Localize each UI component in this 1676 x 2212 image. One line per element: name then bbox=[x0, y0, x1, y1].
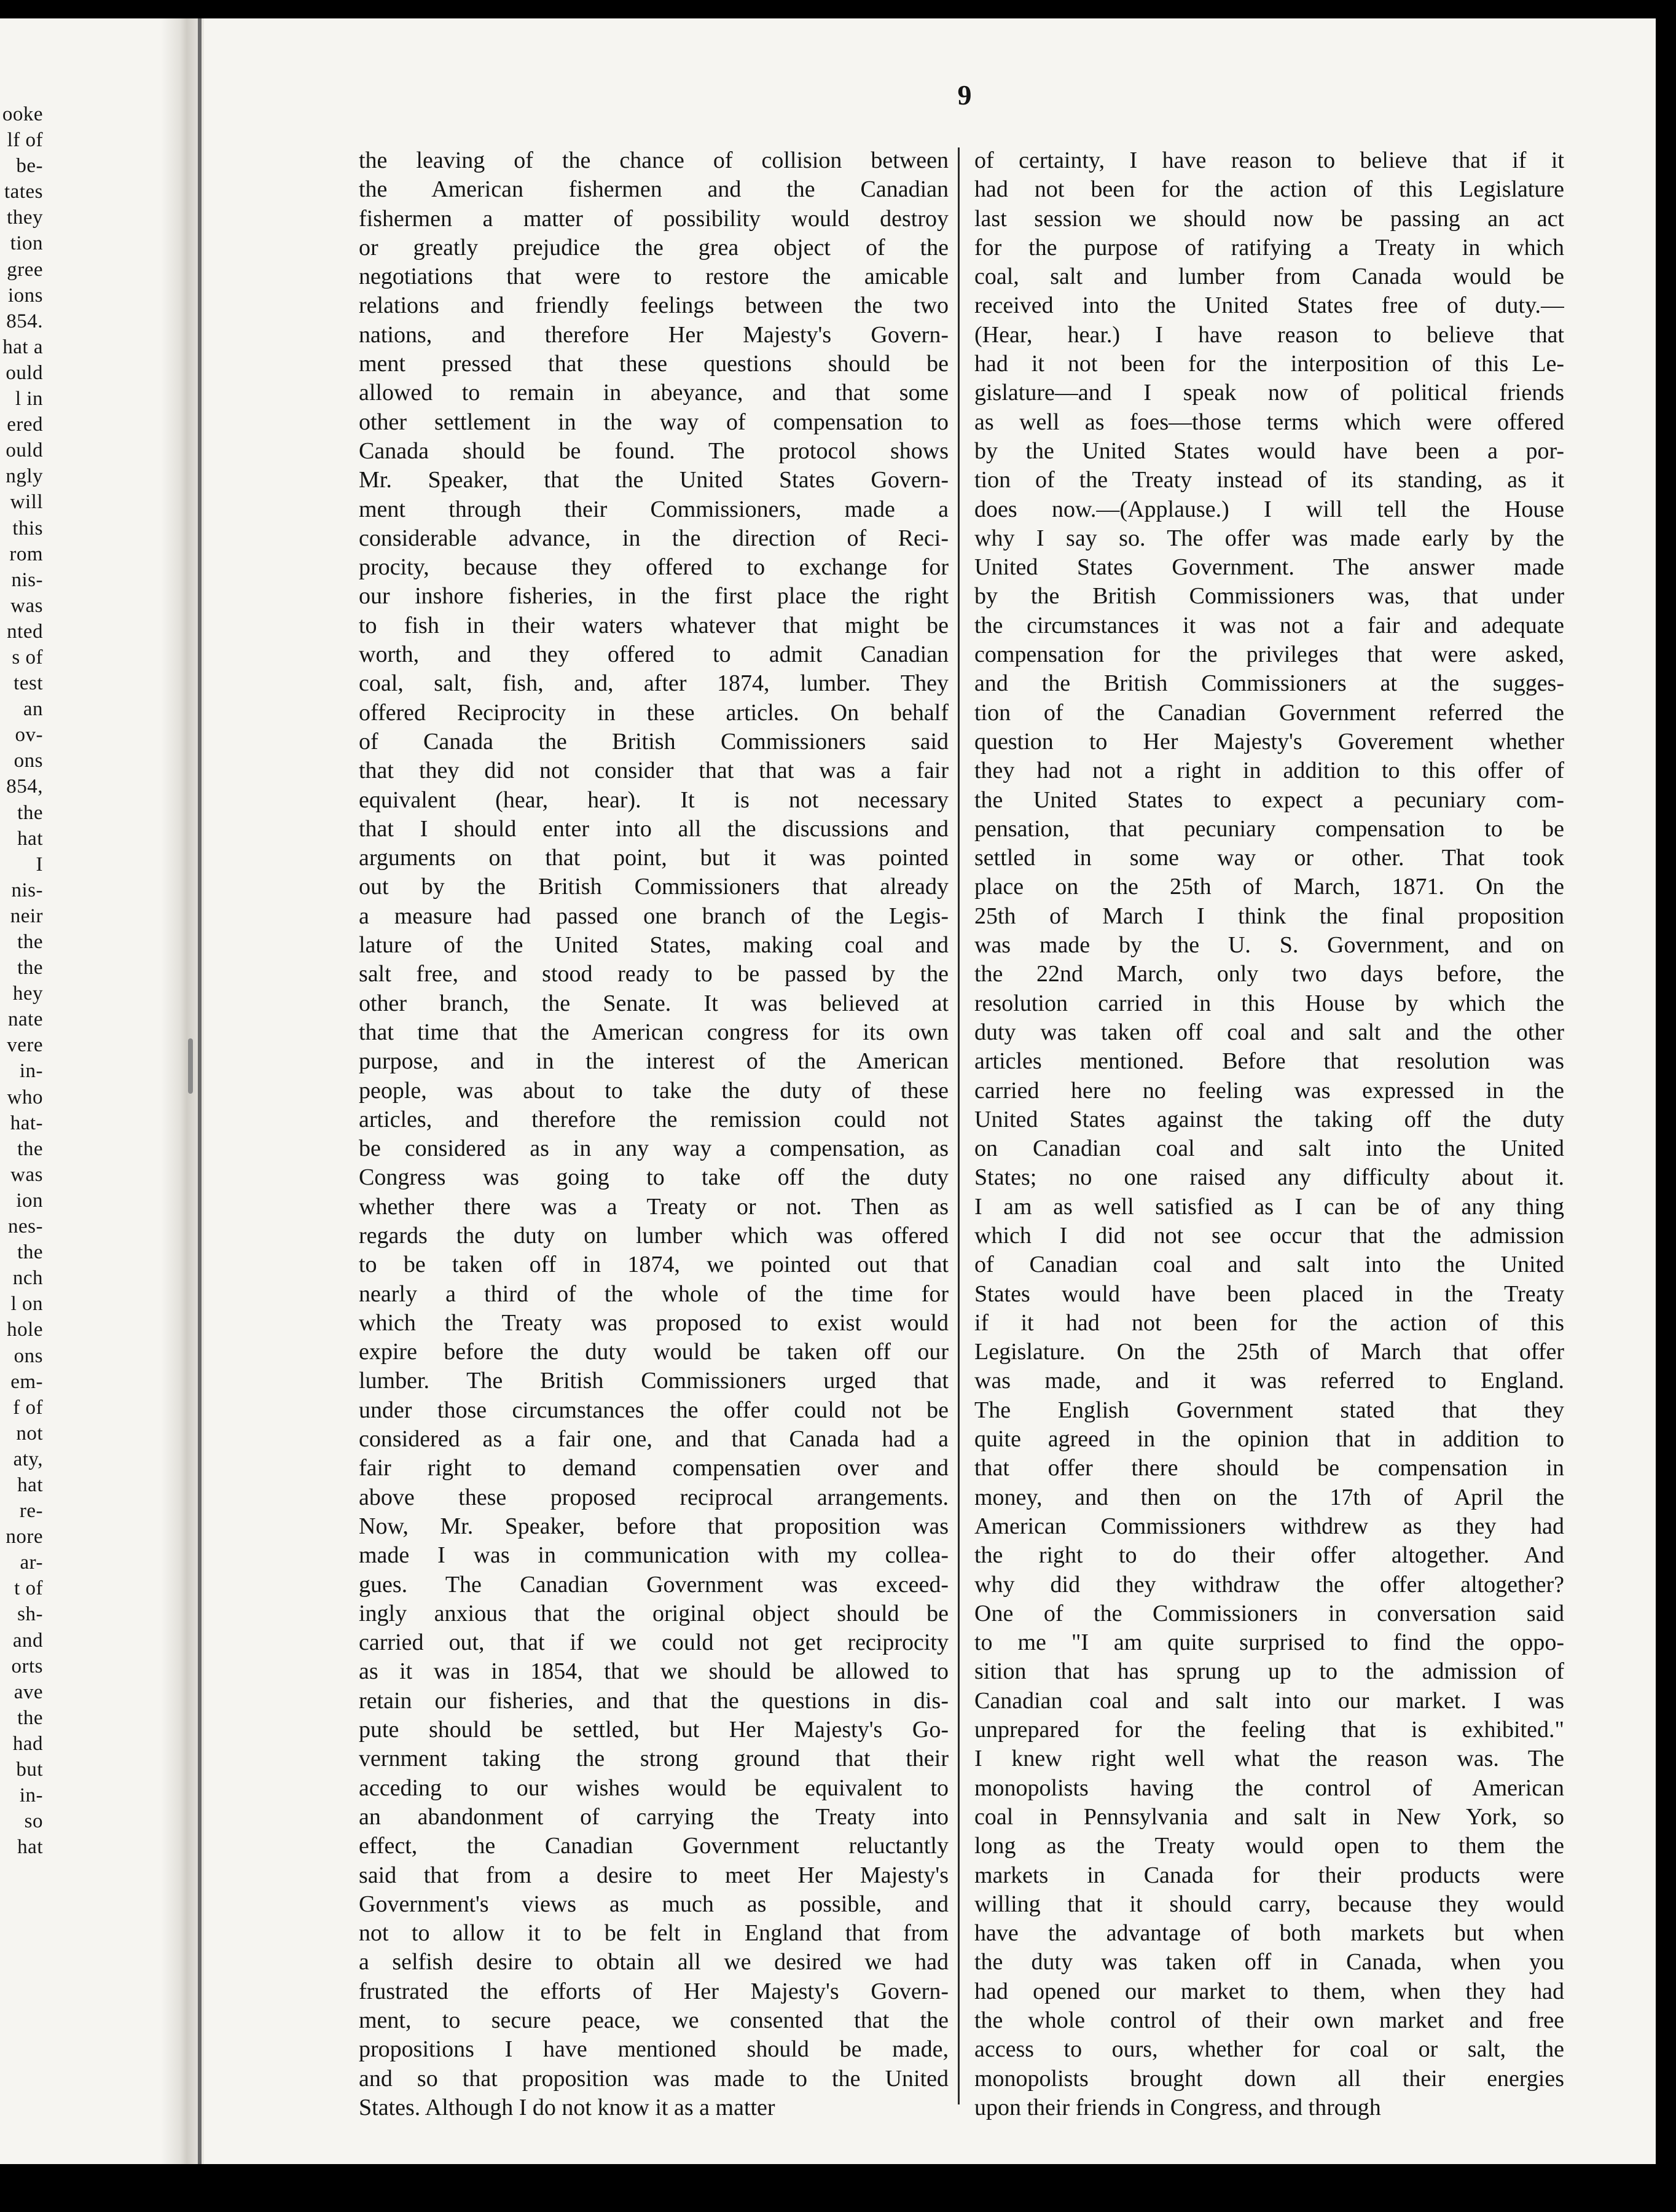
text-line: lature of the United States, making coal and bbox=[359, 932, 949, 959]
text-line: gislature—and I speak now of political friends bbox=[974, 380, 1564, 406]
scan-mark bbox=[188, 1038, 193, 1094]
text-line: not to allow it to be felt in England that from bbox=[359, 1920, 949, 1947]
text-line: resolution carried in this House by which the bbox=[974, 990, 1564, 1016]
text-line: I knew right well what the reason was. The bbox=[974, 1746, 1564, 1772]
text-line: United States against the taking off the duty bbox=[974, 1106, 1564, 1132]
edge-text-fragment: 854. bbox=[6, 310, 43, 332]
edge-text-fragment: aty, bbox=[13, 1448, 43, 1470]
edge-text-fragment: who bbox=[7, 1086, 43, 1108]
edge-text-fragment: in- bbox=[19, 1060, 43, 1083]
edge-text-fragment: hat bbox=[17, 1473, 43, 1496]
text-line: Government's views as much as possible, and bbox=[359, 1891, 949, 1917]
text-line: acceding to our wishes would be equivalent to bbox=[359, 1775, 949, 1801]
text-line: the United States to expect a pecuniary com- bbox=[974, 786, 1564, 813]
gutter-line bbox=[198, 12, 202, 2169]
edge-text-fragment: lf of bbox=[7, 129, 43, 152]
text-line: which I did not see occur that the admission bbox=[974, 1222, 1564, 1249]
edge-text-fragment: test bbox=[14, 672, 43, 695]
edge-text-fragment: sh- bbox=[17, 1603, 43, 1626]
text-line: ment, to secure peace, we consented that the bbox=[359, 2007, 949, 2033]
text-line: which the Treaty was proposed to exist would bbox=[359, 1309, 949, 1336]
text-line: pute should be settled, but Her Majesty's Go- bbox=[359, 1717, 949, 1743]
text-line: ingly anxious that the original object should be bbox=[359, 1600, 949, 1626]
text-line: last session we should now be passing an act bbox=[974, 205, 1564, 232]
text-line: of certainty, I have reason to believe that if it bbox=[974, 147, 1564, 173]
edge-text-fragment: 854, bbox=[6, 775, 43, 798]
text-line: United States Government. The answer made bbox=[974, 554, 1564, 581]
text-line: whether there was a Treaty or not. Then as bbox=[359, 1193, 949, 1220]
edge-text-fragment: not bbox=[16, 1422, 43, 1445]
text-line: that offer there should be compensation in bbox=[974, 1455, 1564, 1481]
text-line: The English Government stated that they bbox=[974, 1397, 1564, 1423]
edge-text-fragment: nted bbox=[7, 620, 43, 643]
text-line: money, and then on the 17th of April the bbox=[974, 1484, 1564, 1510]
text-line: States. Although I do not know it as a matter bbox=[359, 2094, 775, 2120]
text-line: States would have been placed in the Treaty bbox=[974, 1281, 1564, 1307]
edge-text-fragment: the bbox=[17, 931, 43, 953]
edge-text-fragment: and bbox=[12, 1629, 43, 1652]
previous-page-edge-text bbox=[0, 101, 47, 2098]
edge-text-fragment: nis- bbox=[11, 568, 43, 591]
column-divider bbox=[958, 147, 960, 2104]
text-line: considerable advance, in the direction of Reci- bbox=[359, 525, 949, 551]
text-line: ment pressed that these questions should be bbox=[359, 351, 949, 377]
text-line: of Canadian coal and salt into the United bbox=[974, 1252, 1564, 1278]
edge-text-fragment: tates bbox=[4, 181, 43, 203]
edge-text-fragment: tion bbox=[10, 232, 43, 255]
edge-text-fragment: so bbox=[24, 1810, 43, 1833]
text-line: coal, salt and lumber from Canada would be bbox=[974, 264, 1564, 290]
edge-text-fragment: hat bbox=[17, 827, 43, 850]
text-line: other branch, the Senate. It was believed at bbox=[359, 990, 949, 1016]
edge-text-fragment: the bbox=[17, 1137, 43, 1160]
text-line: compensation for the privileges that were asked, bbox=[974, 641, 1564, 668]
edge-text-fragment: nes- bbox=[8, 1215, 43, 1238]
text-line: articles, and therefore the remission could not bbox=[359, 1106, 949, 1132]
text-line: a measure had passed one branch of the Legis- bbox=[359, 903, 949, 929]
text-line: salt free, and stood ready to be passed by the bbox=[359, 961, 949, 987]
text-line: quite agreed in the opinion that in addition to bbox=[974, 1426, 1564, 1453]
text-line: purpose, and in the interest of the American bbox=[359, 1048, 949, 1075]
text-line: 25th of March I think the final proposition bbox=[974, 903, 1564, 929]
text-line: pensation, that pecuniary compensation to be bbox=[974, 815, 1564, 842]
edge-text-fragment: nore bbox=[6, 1526, 43, 1548]
text-line: they had not a right in addition to this offer of bbox=[974, 758, 1564, 784]
edge-text-fragment: vere bbox=[7, 1034, 43, 1057]
text-line: access to ours, whether for coal or salt, the bbox=[974, 2036, 1564, 2063]
text-line: effect, the Canadian Government reluctantly bbox=[359, 1833, 949, 1859]
text-line: have the advantage of both markets but when bbox=[974, 1920, 1564, 1947]
text-line: had opened our market to them, when they had bbox=[974, 1978, 1564, 2004]
edge-text-fragment: nate bbox=[8, 1008, 43, 1031]
edge-text-fragment: they bbox=[7, 206, 43, 229]
edge-text-fragment: gree bbox=[7, 258, 43, 281]
text-line: markets in Canada for their products were bbox=[974, 1862, 1564, 1888]
edge-text-fragment: ooke bbox=[2, 103, 43, 125]
text-line: or greatly prejudice the grea object of the bbox=[359, 234, 949, 261]
text-line: Canada should be found. The protocol shows bbox=[359, 437, 949, 464]
edge-text-fragment: ov- bbox=[15, 724, 43, 747]
text-line: monopolists having the control of American bbox=[974, 1775, 1564, 1801]
text-line: the duty was taken off in Canada, when you bbox=[974, 1949, 1564, 1975]
scan-border-top bbox=[0, 0, 1676, 18]
text-line: arguments on that point, but it was pointed bbox=[359, 845, 949, 871]
text-line: the American fishermen and the Canadian bbox=[359, 176, 949, 203]
text-line: Congress was going to take off the duty bbox=[359, 1164, 949, 1191]
text-line: a selfish desire to obtain all we desired we had bbox=[359, 1949, 949, 1975]
edge-text-fragment: f of bbox=[13, 1396, 43, 1419]
text-line: as well as foes—those terms which were offered bbox=[974, 409, 1564, 435]
text-line: States; no one raised any difficulty about it. bbox=[974, 1164, 1564, 1191]
text-line: why I say so. The offer was made early by the bbox=[974, 525, 1564, 551]
text-line: duty was taken off coal and salt and the other bbox=[974, 1019, 1564, 1045]
edge-text-fragment: hole bbox=[7, 1319, 43, 1341]
text-line: upon their friends in Congress, and through bbox=[974, 2094, 1381, 2120]
edge-text-fragment: was bbox=[10, 594, 43, 617]
edge-text-fragment: s of bbox=[12, 646, 43, 669]
text-line: equivalent (hear, hear). It is not necessary bbox=[359, 786, 949, 813]
page-number: 9 bbox=[957, 79, 972, 111]
text-line: made I was in communication with my collea- bbox=[359, 1542, 949, 1569]
edge-text-fragment: ion bbox=[16, 1189, 43, 1212]
scan-border-bottom bbox=[0, 2164, 1676, 2212]
edge-text-fragment: hat bbox=[17, 1836, 43, 1859]
edge-text-fragment: nis- bbox=[11, 879, 43, 901]
text-line: was made by the U. S. Government, and on bbox=[974, 932, 1564, 959]
text-line: the right to do their offer altogether. And bbox=[974, 1542, 1564, 1569]
edge-text-fragment: orts bbox=[11, 1655, 43, 1677]
edge-text-fragment: had bbox=[12, 1732, 43, 1755]
text-line: monopolists brought down all their energies bbox=[974, 2065, 1564, 2092]
text-line: coal in Pennsylvania and salt in New York, so bbox=[974, 1803, 1564, 1830]
text-line: willing that it should carry, because they would bbox=[974, 1891, 1564, 1917]
text-line: procity, because they offered to exchange for bbox=[359, 554, 949, 581]
edge-text-fragment: ons bbox=[14, 750, 43, 772]
text-line: question to Her Majesty's Goverement whether bbox=[974, 728, 1564, 755]
text-line: if it had not been for the action of this bbox=[974, 1309, 1564, 1336]
text-line: settled in some way or other. That took bbox=[974, 845, 1564, 871]
text-line: the whole control of their own market and free bbox=[974, 2007, 1564, 2033]
text-line: relations and friendly feelings between the two bbox=[359, 292, 949, 319]
edge-text-fragment: l in bbox=[15, 388, 43, 410]
text-line: fair right to demand compensatien over and bbox=[359, 1455, 949, 1481]
edge-text-fragment: I bbox=[36, 853, 43, 876]
edge-text-fragment: ave bbox=[14, 1681, 43, 1703]
scan-border-right bbox=[1656, 0, 1676, 2212]
text-line: propositions I have mentioned should be made, bbox=[359, 2036, 949, 2063]
text-line: had it not been for the interposition of this Le- bbox=[974, 351, 1564, 377]
text-line: people, was about to take the duty of these bbox=[359, 1077, 949, 1104]
text-line: unprepared for the feeling that is exhibited." bbox=[974, 1717, 1564, 1743]
text-line: our inshore fisheries, in the first place the right bbox=[359, 583, 949, 610]
edge-text-fragment: ions bbox=[7, 284, 43, 307]
text-line: of Canada the British Commissioners said bbox=[359, 728, 949, 755]
edge-text-fragment: an bbox=[23, 698, 43, 721]
text-line: considered as a fair one, and that Canada had a bbox=[359, 1426, 949, 1453]
edge-text-fragment: em- bbox=[10, 1370, 43, 1393]
text-column-right bbox=[974, 146, 1564, 2122]
text-line: I am as well satisfied as I can be of any thing bbox=[974, 1193, 1564, 1220]
edge-text-fragment: the bbox=[17, 1706, 43, 1729]
text-line: ment through their Commissioners, made a bbox=[359, 496, 949, 522]
text-line: long as the Treaty would open to them the bbox=[974, 1833, 1564, 1859]
text-line: (Hear, hear.) I have reason to believe that bbox=[974, 321, 1564, 348]
edge-text-fragment: this bbox=[12, 517, 43, 539]
text-line: Now, Mr. Speaker, before that proposition was bbox=[359, 1513, 949, 1539]
edge-text-fragment: ngly bbox=[6, 465, 43, 488]
text-line: sition that has sprung up to the admission of bbox=[974, 1658, 1564, 1685]
text-line: by the British Commissioners was, that under bbox=[974, 583, 1564, 610]
edge-text-fragment: nch bbox=[12, 1267, 43, 1290]
text-line: had not been for the action of this Legislature bbox=[974, 176, 1564, 203]
edge-text-fragment: the bbox=[17, 801, 43, 824]
text-line: allowed to remain in abeyance, and that some bbox=[359, 380, 949, 406]
text-line: as it was in 1854, that we should be allowed to bbox=[359, 1658, 949, 1685]
text-line: was made, and it was referred to England. bbox=[974, 1368, 1564, 1394]
text-line: regards the duty on lumber which was offered bbox=[359, 1222, 949, 1249]
text-line: articles mentioned. Before that resolution was bbox=[974, 1048, 1564, 1075]
text-line: to me "I am quite surprised to find the oppo- bbox=[974, 1630, 1564, 1656]
text-line: and so that proposition was made to the United bbox=[359, 2065, 949, 2092]
text-line: lumber. The British Commissioners urged that bbox=[359, 1368, 949, 1394]
text-line: frustrated the efforts of Her Majesty's Govern- bbox=[359, 1978, 949, 2004]
text-line: Mr. Speaker, that the United States Govern- bbox=[359, 467, 949, 493]
edge-text-fragment: hat- bbox=[10, 1112, 43, 1134]
edge-text-fragment: was bbox=[10, 1163, 43, 1186]
text-line: coal, salt, fish, and, after 1874, lumber. They bbox=[359, 670, 949, 697]
text-line: Canadian coal and salt into our market. I was bbox=[974, 1687, 1564, 1714]
text-line: negotiations that were to restore the amicable bbox=[359, 264, 949, 290]
edge-text-fragment: but bbox=[16, 1759, 43, 1781]
text-line: that time that the American congress for its own bbox=[359, 1019, 949, 1045]
text-line: place on the 25th of March, 1871. On the bbox=[974, 874, 1564, 900]
edge-text-fragment: rom bbox=[9, 543, 43, 565]
text-line: nations, and therefore Her Majesty's Govern- bbox=[359, 321, 949, 348]
text-line: be considered as in any way a compensation, as bbox=[359, 1135, 949, 1162]
text-line: gues. The Canadian Government was exceed- bbox=[359, 1571, 949, 1598]
edge-text-fragment: re- bbox=[19, 1500, 43, 1523]
edge-text-fragment: ould bbox=[6, 439, 43, 462]
edge-text-fragment: t of bbox=[14, 1577, 43, 1600]
text-line: the 22nd March, only two days before, the bbox=[974, 961, 1564, 987]
text-line: why did they withdraw the offer altogether? bbox=[974, 1571, 1564, 1598]
edge-text-fragment: ons bbox=[14, 1344, 43, 1367]
edge-text-fragment: hat a bbox=[2, 335, 43, 358]
text-line: offered Reciprocity in these articles. On behalf bbox=[359, 699, 949, 726]
text-line: by the United States would have been a por- bbox=[974, 437, 1564, 464]
text-line: said that from a desire to meet Her Majesty's bbox=[359, 1862, 949, 1888]
text-line: retain our fisheries, and that the questions in dis- bbox=[359, 1687, 949, 1714]
edge-text-fragment: be- bbox=[16, 155, 43, 178]
edge-text-fragment: hey bbox=[12, 982, 43, 1005]
text-line: on Canadian coal and salt into the United bbox=[974, 1135, 1564, 1162]
edge-text-fragment: ered bbox=[7, 414, 43, 436]
text-line: vernment taking the strong ground that their bbox=[359, 1746, 949, 1772]
text-line: an abandonment of carrying the Treaty into bbox=[359, 1803, 949, 1830]
text-line: that I should enter into all the discussions and bbox=[359, 815, 949, 842]
text-line: tion of the Canadian Government referred the bbox=[974, 699, 1564, 726]
edge-text-fragment: the bbox=[17, 957, 43, 979]
text-line: received into the United States free of duty.— bbox=[974, 292, 1564, 319]
text-line: Legislature. On the 25th of March that offer bbox=[974, 1339, 1564, 1365]
text-line: to be taken off in 1874, we pointed out that bbox=[359, 1252, 949, 1278]
edge-text-fragment: neir bbox=[10, 904, 43, 927]
text-line: above these proposed reciprocal arrangements. bbox=[359, 1484, 949, 1510]
text-line: carried here no feeling was expressed in the bbox=[974, 1077, 1564, 1104]
text-line: the leaving of the chance of collision between bbox=[359, 147, 949, 173]
text-line: under those circumstances the offer could not be bbox=[359, 1397, 949, 1423]
text-line: out by the British Commissioners that already bbox=[359, 874, 949, 900]
edge-text-fragment: in- bbox=[19, 1784, 43, 1807]
text-line: and the British Commissioners at the sugges- bbox=[974, 670, 1564, 697]
text-line: to fish in their waters whatever that might be bbox=[359, 612, 949, 638]
text-line: does now.—(Applause.) I will tell the House bbox=[974, 496, 1564, 522]
text-line: American Commissioners withdrew as they had bbox=[974, 1513, 1564, 1539]
edge-text-fragment: ould bbox=[6, 361, 43, 384]
edge-text-fragment: ar- bbox=[20, 1551, 43, 1574]
text-line: carried out, that if we could not get reciprocity bbox=[359, 1630, 949, 1656]
edge-text-fragment: the bbox=[17, 1241, 43, 1264]
text-line: tion of the Treaty instead of its standing, as it bbox=[974, 467, 1564, 493]
text-line: worth, and they offered to admit Canadian bbox=[359, 641, 949, 668]
text-column-left bbox=[359, 146, 949, 2122]
edge-text-fragment: l on bbox=[10, 1293, 43, 1316]
text-line: fishermen a matter of possibility would destroy bbox=[359, 205, 949, 232]
edge-text-fragment: will bbox=[10, 491, 43, 514]
text-line: expire before the duty would be taken off our bbox=[359, 1339, 949, 1365]
text-line: other settlement in the way of compensation to bbox=[359, 409, 949, 435]
text-line: for the purpose of ratifying a Treaty in which bbox=[974, 234, 1564, 261]
text-line: the circumstances it was not a fair and adequate bbox=[974, 612, 1564, 638]
text-line: One of the Commissioners in conversation said bbox=[974, 1600, 1564, 1626]
text-line: nearly a third of the whole of the time for bbox=[359, 1281, 949, 1307]
text-line: that they did not consider that that was a fair bbox=[359, 758, 949, 784]
